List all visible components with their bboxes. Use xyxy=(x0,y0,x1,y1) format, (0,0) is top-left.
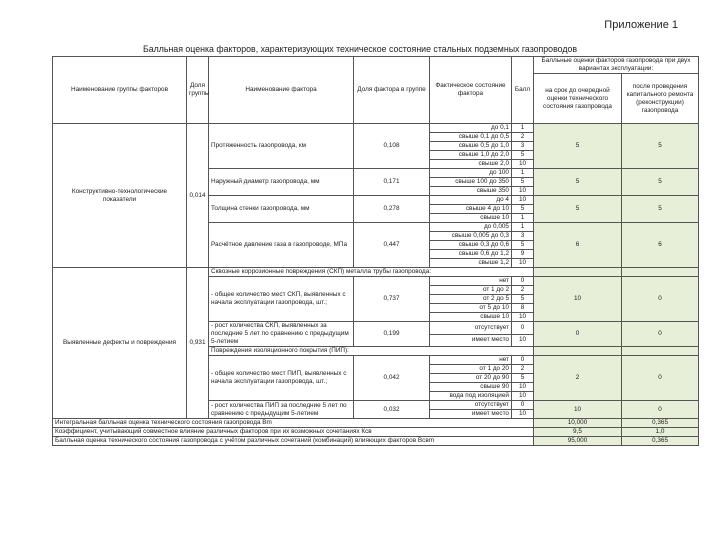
factor-name: - общее количество мест СКП, выявленных с начала эксплуатации газопровода, шт.; xyxy=(209,277,354,322)
col-header-factor-share: Доля фактора в группе xyxy=(354,57,430,124)
appendix-label: Приложение 1 xyxy=(604,19,678,31)
actual-state-cell: от 1 до 2 xyxy=(430,286,512,295)
factor-name: - рост количества ПИП за последние 5 лет по сравнению с предыдущим 5-летием xyxy=(209,401,354,419)
score-cell: 2 xyxy=(512,133,534,142)
score-cell: 2 xyxy=(512,286,534,295)
actual-state-cell: свыше 0,3 до 0,6 xyxy=(430,241,512,250)
table-row xyxy=(53,268,699,277)
actual-state-cell: свыше 2,0 xyxy=(430,160,512,169)
score-cell: 0 xyxy=(512,356,534,365)
table-row xyxy=(53,419,699,428)
estimate-after-cell: 6 xyxy=(622,223,699,268)
col-header-score: Балл xyxy=(512,57,534,124)
score-cell: 10 xyxy=(512,160,534,169)
actual-state-cell: свыше 0,5 до 1,0 xyxy=(430,142,512,151)
table-row xyxy=(53,428,699,437)
estimate-next-cell: 5 xyxy=(534,196,622,223)
estimate-next-cell: 5 xyxy=(534,169,622,196)
estimate-next-cell: 10 xyxy=(534,401,622,419)
summary-after-value: 0,365 xyxy=(622,419,699,428)
actual-state-cell: свыше 4 до 10 xyxy=(430,205,512,214)
actual-state-cell: свыше 10 xyxy=(430,214,512,223)
score-cell: 10 xyxy=(512,259,534,268)
summary-label: Интегральная балльная оценка технического состояния газопровода Вm xyxy=(53,419,534,428)
section-header: Сквозные коррозионные повреждения (СКП) металла трубы газопровода: xyxy=(209,268,534,277)
actual-state-cell: от 5 до 10 xyxy=(430,304,512,313)
actual-state-cell: свыше 10 xyxy=(430,313,512,322)
score-cell: 10 xyxy=(512,383,534,392)
estimate-after-cell xyxy=(622,268,699,277)
score-cell: 3 xyxy=(512,232,534,241)
actual-state-cell: свыше 90 xyxy=(430,383,512,392)
score-cell: 0 xyxy=(512,401,534,410)
table-row xyxy=(53,57,699,74)
score-cell: 10 xyxy=(512,196,534,205)
score-cell: 0 xyxy=(512,322,534,335)
actual-state-cell: имеет место xyxy=(430,334,512,347)
summary-label: Балльная оценка технического состояния газопровода с учётом различных сочетаний (комбинаций) влияющих факторов Всвm xyxy=(53,437,534,446)
score-cell: 10 xyxy=(512,313,534,322)
estimate-after-cell: 0 xyxy=(622,277,699,322)
actual-state-cell: от 1 до 20 xyxy=(430,365,512,374)
group-name: Конструктивно-технологические показатели xyxy=(53,124,187,268)
actual-state-cell: отсутствует xyxy=(430,401,512,410)
score-cell: 10 xyxy=(512,392,534,401)
score-cell: 0 xyxy=(512,277,534,286)
actual-state-cell: имеет место xyxy=(430,410,512,419)
actual-state-cell: нет xyxy=(430,277,512,286)
score-cell: 9 xyxy=(512,250,534,259)
estimate-next-cell: 10 xyxy=(534,277,622,322)
estimate-after-cell xyxy=(622,347,699,356)
estimate-after-cell: 5 xyxy=(622,196,699,223)
factor-name: - общее количество мест ПИП, выявленных с начала эксплуатации газопровода, шт.; xyxy=(209,356,354,401)
actual-state-cell: вода под изоляцией xyxy=(430,392,512,401)
estimate-after-cell: 5 xyxy=(622,169,699,196)
actual-state-cell: от 20 до 90 xyxy=(430,374,512,383)
estimate-after-cell: 0 xyxy=(622,322,699,347)
factor-name: - рост количества СКП, выявленных за последние 5 лет по сравнению с предыдущим 5-летием xyxy=(209,322,354,347)
actual-state-cell: свыше 350 xyxy=(430,187,512,196)
col-header-next-term: на срок до очередной оценки технического состояния газопровода xyxy=(534,74,622,124)
summary-next-value: 95,000 xyxy=(534,437,622,446)
factor-share: 0,042 xyxy=(354,356,430,401)
actual-state-cell: свыше 1,0 до 2,0 xyxy=(430,151,512,160)
col-header-actual-state: Фактическое состояние фактора xyxy=(430,57,512,124)
score-cell: 1 xyxy=(512,169,534,178)
estimate-after-cell: 0 xyxy=(622,356,699,401)
summary-next-value: 9,5 xyxy=(534,428,622,437)
actual-state-cell: свыше 100 до 350 xyxy=(430,178,512,187)
col-header-estimates: Балльные оценки факторов газопровода при двух вариантах эксплуатации: xyxy=(534,57,699,74)
section-header: Повреждения изоляционного покрытия (ПИП): xyxy=(209,347,534,356)
score-cell: 1 xyxy=(512,214,534,223)
score-cell: 5 xyxy=(512,205,534,214)
score-cell: 2 xyxy=(512,365,534,374)
table-row xyxy=(53,437,699,446)
estimate-next-cell: 6 xyxy=(534,223,622,268)
group-share: 0,931 xyxy=(187,268,209,419)
estimate-after-cell: 0 xyxy=(622,401,699,419)
factor-name: Толщина стенки газопровода, мм xyxy=(209,196,354,223)
estimate-next-cell xyxy=(534,268,622,277)
score-cell: 1 xyxy=(512,223,534,232)
score-cell: 5 xyxy=(512,151,534,160)
actual-state-cell: до 0,005 xyxy=(430,223,512,232)
actual-state-cell: свыше 0,1 до 0,5 xyxy=(430,133,512,142)
col-header-group-share: Доля группы xyxy=(187,57,209,124)
score-cell: 10 xyxy=(512,410,534,419)
score-cell: 8 xyxy=(512,304,534,313)
actual-state-cell: до 100 xyxy=(430,169,512,178)
summary-label: Коэффициент, учитывающий совместное влияние различных факторов при их возможных сочетаниях Ксв xyxy=(53,428,534,437)
summary-next-value: 10,000 xyxy=(534,419,622,428)
group-share: 0,014 xyxy=(187,124,209,268)
factor-share: 0,278 xyxy=(354,196,430,223)
score-table xyxy=(52,56,699,446)
factor-share: 0,447 xyxy=(354,223,430,268)
score-cell: 10 xyxy=(512,334,534,347)
col-header-after-repair: после проведения капитального ремонта (реконструкции) газопровода xyxy=(622,74,699,124)
factor-name: Расчётное давление газа в газопроводе, МПа xyxy=(209,223,354,268)
actual-state-cell: свыше 0,005 до 0,3 xyxy=(430,232,512,241)
page-title: Балльная оценка факторов, характеризующих техническое состояние стальных подземных газопроводов xyxy=(142,44,578,54)
table-row xyxy=(53,124,699,133)
summary-after-value: 1,0 xyxy=(622,428,699,437)
actual-state-cell: до 0,1 xyxy=(430,124,512,133)
factor-share: 0,737 xyxy=(354,277,430,322)
summary-after-value: 0,365 xyxy=(622,437,699,446)
factor-name: Протяженность газопровода, км xyxy=(209,124,354,169)
actual-state-cell: до 4 xyxy=(430,196,512,205)
factor-share: 0,199 xyxy=(354,322,430,347)
actual-state-cell: нет xyxy=(430,356,512,365)
factor-share: 0,108 xyxy=(354,124,430,169)
col-header-group: Наименование группы факторов xyxy=(53,57,187,124)
estimate-next-cell: 5 xyxy=(534,124,622,169)
estimate-after-cell: 5 xyxy=(622,124,699,169)
factor-share: 0,032 xyxy=(354,401,430,419)
factor-share: 0,171 xyxy=(354,169,430,196)
estimate-next-cell xyxy=(534,347,622,356)
group-name: Выявленные дефекты и повреждения xyxy=(53,268,187,419)
estimate-next-cell: 0 xyxy=(534,322,622,347)
score-cell: 1 xyxy=(512,124,534,133)
actual-state-cell: свыше 1,2 xyxy=(430,259,512,268)
score-cell: 5 xyxy=(512,178,534,187)
actual-state-cell: отсутствует xyxy=(430,322,512,335)
score-cell: 5 xyxy=(512,374,534,383)
score-cell: 10 xyxy=(512,187,534,196)
actual-state-cell: от 2 до 5 xyxy=(430,295,512,304)
score-cell: 3 xyxy=(512,142,534,151)
col-header-factor: Наименование фактора xyxy=(209,57,354,124)
score-cell: 5 xyxy=(512,295,534,304)
score-cell: 5 xyxy=(512,241,534,250)
actual-state-cell: свыше 0,6 до 1,2 xyxy=(430,250,512,259)
factor-name: Наружный диаметр газопровода, мм xyxy=(209,169,354,196)
estimate-next-cell: 2 xyxy=(534,356,622,401)
